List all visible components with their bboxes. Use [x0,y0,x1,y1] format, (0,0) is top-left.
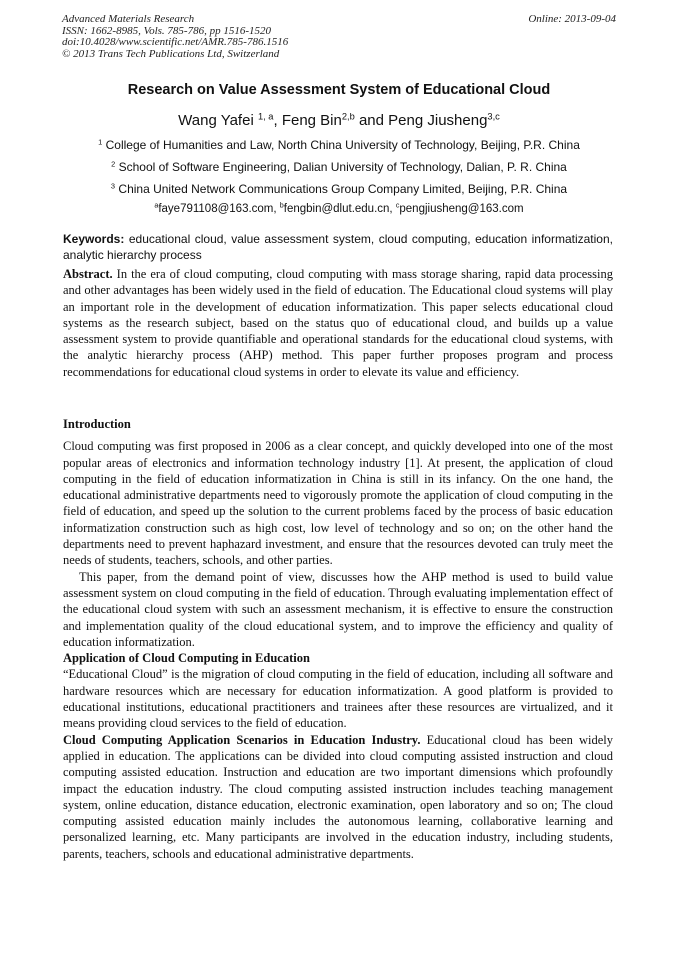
issn-line: ISSN: 1662-8985, Vols. 785-786, pp 1516-1520 [62,24,271,37]
journal-header [62,14,616,60]
email-a-tag: a [154,201,159,210]
affiliation-2 [0,160,678,174]
introduction-heading: Introduction [63,417,131,431]
author-2-sup: 2,b [341,111,355,122]
abstract-text: In the era of cloud computing, cloud computing with mass storage sharing, rapid data processing and other advantages has been widely used in the field of education. The Educational cloud systems will play an important role in the development of education informatization. This paper selects educational cloud systems as the research subject, based on the status quo of educational cloud, and builds up a value assessment system to provide quantifiable and operational standards for the educational cloud systems, with the analytic hierarchy process (AHP) method. This paper further proposes program and process recommendations for educational cloud systems in order to elevate its value and efficiency. [63,267,613,379]
introduction-section [63,416,613,862]
abstract-label: Abstract. [63,267,113,281]
email-c-tag: c [395,201,400,210]
author-3-sup: 3,c [487,111,500,122]
author-and: and [358,112,384,129]
keywords-text: educational cloud, value assessment system, cloud computing, education informatization, analytic hierarchy process [63,232,613,262]
author-3: Peng Jiusheng [388,112,488,129]
affiliation-3 [0,182,678,196]
affiliation-3-num: 3 [110,181,116,191]
author-2: Feng Bin [281,112,342,129]
abstract-block [63,266,613,380]
email-c[interactable]: pengjiusheng@163.com [399,203,524,215]
affiliation-1-num: 1 [98,137,103,147]
application-paragraph-1: “Educational Cloud” is the migration of cloud computing in the field of education, including all software and hardware resources which are necessary for education informatization. A good platform is provided to educational institutions, educational practitioners and trainees after these resources are virtualized, and it means providing cloud services to the field of education. [63,667,613,731]
paper-title: Research on Value Assessment System of Educational Cloud [127,82,551,98]
online-date: Online: 2013-09-04 [528,13,616,25]
affiliation-1-text: College of Humanities and Law, North China University of Technology, Beijing, P.R. China [105,138,580,152]
doi-line: doi:10.4028/www.scientific.net/AMR.785-786.1516 [62,36,289,48]
copyright-line: © 2013 Trans Tech Publications Ltd, Switzerland [62,47,280,60]
keywords-label: Keywords: [63,232,125,246]
email-b[interactable]: fengbin@dlut.edu.cn, [283,203,393,215]
email-b-tag: b [279,201,284,210]
author-1-sup: 1, a [257,111,274,122]
application-paragraph-2 [63,732,613,862]
affiliation-2-text: School of Software Engineering, Dalian University of Technology, Dalian, P. R. China [118,160,567,174]
introduction-paragraph-1: Cloud computing was first proposed in 2006 as a clear concept, and quickly developed into one of the most popular areas of electronics and information technology industry [1]. At present, the application of cloud computing in the field of education informatization in China is still in its infancy. On the one hand, the educational administrative departments need to vigorously promote the application of cloud computing in the field of education, and speed up the solution to the current problems faced by the process of basic education informatization construction such as high cost, low level of technology and so on; on the other hand the departments need to prevent haphazard investment, and ensure that the resources devoted can truly meet the needs of students, teachers, schools, and other parties. [63,439,613,568]
journal-name: Advanced Materials Research [62,13,195,25]
application-heading: Application of Cloud Computing in Education [63,651,310,666]
author-1: Wang Yafei [178,112,254,129]
email-a[interactable]: faye791108@163.com, [158,203,277,215]
author-separator: , [273,112,278,129]
author-line [0,112,678,129]
scenarios-subheading: Cloud Computing Application Scenarios in Education Industry. [63,732,421,747]
affiliation-1 [0,138,678,152]
introduction-paragraph-2: This paper, from the demand point of view, discusses how the AHP method is used to build value assessment system on cloud computing in the field of education. Through evaluating implementation effect of the educational cloud system with such an assessment mechanism, it is effective to ensure the construction and implementation quality of the cloud educational system, and to improve the efficiency and quality of education informatization. [63,569,613,649]
scenarios-text: Educational cloud has been widely applied in education. The applications can be divided into cloud computing assisted instruction and cloud computing assisted education. Instruction and education are two important dimensions which profoundly impact the education industry. The cloud computing assisted instruction includes teaching management system, online education, distance education, electronic examination, open laboratory and so on; The cloud computing assisted education mainly includes the autonomous learning, collaborative learning and personalized learning, etc. Many participants are involved in the education industry, including students, parents, teachers, schools and educational administrative departments. [63,732,614,861]
affiliation-3-text: China United Network Communications Group Company Limited, Beijing, P.R. China [118,182,568,196]
keywords-block [63,231,613,263]
email-line [0,203,678,215]
affiliation-2-num: 2 [111,159,116,169]
